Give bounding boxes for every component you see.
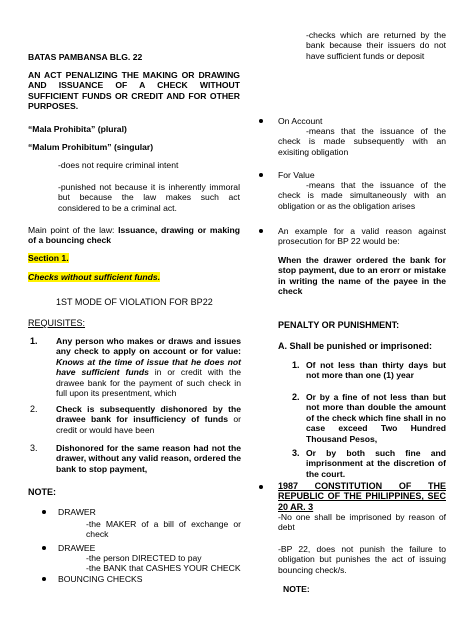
bullet-drawer [42, 510, 46, 514]
penalty-2: Or by a fine of not less than but not more than double the amount of the check which fine shall in no case exceed Two Hundred Thousand Pesos, [306, 392, 446, 444]
requisite-1-italic: Knows at the time of issue that he does not have sufficient funds [56, 356, 241, 378]
requisite-1-number: 1. [30, 336, 38, 346]
note-heading-left: NOTE: [28, 487, 56, 497]
bouncing-checks-term: BOUNCING CHECKS [58, 574, 143, 584]
on-account-desc: -means that the issuance of the check is made subsequently with an exisiting obligation [278, 126, 446, 157]
bullet-on-account [259, 119, 263, 123]
penalty-2-number: 2. [292, 392, 300, 402]
malum-prohibitum: “Malum Prohibitum” (singular) [28, 142, 154, 152]
on-account-term: On Account [278, 116, 323, 126]
for-value-term: For Value [278, 170, 315, 180]
first-mode-heading: 1ST MODE OF VIOLATION FOR BP22 [56, 297, 213, 307]
penalty-1-number: 1. [292, 360, 300, 370]
punished-text: -punished not because it is inherently immoral but because the law makes such act considered to be a criminal act. [58, 182, 240, 213]
drawer-desc: -the MAKER of a bill of exchange or check [86, 519, 241, 540]
penalty-a: A. Shall be punished or imprisoned: [278, 341, 433, 351]
note-heading-right: NOTE: [283, 584, 310, 594]
drawee-desc-1: -the person DIRECTED to pay [86, 553, 202, 563]
drawee-desc-2: -the BANK that CASHES YOUR CHECK [86, 563, 241, 573]
bullet-bouncing [42, 577, 46, 581]
penalty-heading: PENALTY OR PUNISHMENT: [278, 320, 400, 330]
act-title: AN ACT PENALIZING THE MAKING OR DRAWING AND ISSUANCE OF A CHECK WITHOUT SUFFICIENT FUNDS OR CREDIT AND FOR OTHER PURPOSES. [28, 70, 240, 112]
checks-returned-desc: -checks which are returned by the bank because their issuers do not have sufficient funds or deposit [306, 30, 446, 61]
main-point-prefix: Main point of the law: [28, 225, 119, 235]
example-desc: When the drawer ordered the bank for stop payment, due to an erorr or mistake in writing the name of the payee in the check [278, 255, 446, 297]
no-imprison-text: -No one shall be imprisoned by reason of debt [278, 512, 446, 533]
bullet-constitution [259, 485, 263, 489]
bp22-text: -BP 22, does not punish the failure to obligation but punishes the act of issuing bouncing check/s. [278, 544, 446, 575]
requisites-heading: REQUISITES: [28, 318, 86, 328]
main-point-bold: Issuance, drawing or making of a bouncing check [28, 225, 240, 246]
requisite-1-rest: in or credit with the drawee bank for the payment of such check in full upon its presentment, which [56, 367, 242, 399]
penalty-1: Of not less than thirty days but not more than one (1) year [306, 360, 446, 381]
requisite-1-bold: Any person who makes or draws and issues any check to apply on account or for value: [56, 336, 241, 357]
requisite-2-number: 2. [30, 404, 38, 414]
penalty-3: Or by both such fine and imprisonment at the discretion of the court. [306, 448, 446, 479]
requisite-2-rest: or credit or would have been [56, 414, 241, 435]
drawee-term: DRAWEE [58, 543, 96, 553]
section-heading: Section 1. [28, 253, 69, 263]
requisite-2 [56, 404, 241, 435]
requisite-1 [56, 336, 241, 398]
requisite-2-bold: Check is subsequently dishonored by the drawee bank for insufficiency of funds [56, 404, 241, 425]
document-title: BATAS PAMBANSA BLG. 22 [28, 52, 143, 62]
example-text: An example for a valid reason against prosecution for BP 22 would be: [278, 226, 446, 247]
bullet-example [259, 229, 263, 233]
main-point [28, 225, 240, 246]
mala-prohibita: “Mala Prohibita” (plural) [28, 124, 127, 134]
for-value-desc: -means that the issuance of the check is made simultaneously with an obligation or as the obligation arises [278, 180, 446, 211]
requisite-3: Dishonored for the same reason had not the drawer, without any valid reason, ordered the bank to stop payment, [56, 443, 241, 474]
constitution-heading: 1987 CONSTITUTION OF THE REPUBLIC OF THE PHILIPPINES, SEC 20 AR. 3 [278, 481, 446, 512]
penalty-3-number: 3. [292, 448, 300, 458]
bullet-drawee [42, 546, 46, 550]
drawer-term: DRAWER [58, 507, 96, 517]
bullet-for-value [259, 173, 263, 177]
requisite-3-number: 3. [30, 443, 38, 453]
section-subheading: Checks without sufficient funds. [28, 272, 161, 282]
no-intent-text: -does not require criminal intent [58, 160, 179, 170]
